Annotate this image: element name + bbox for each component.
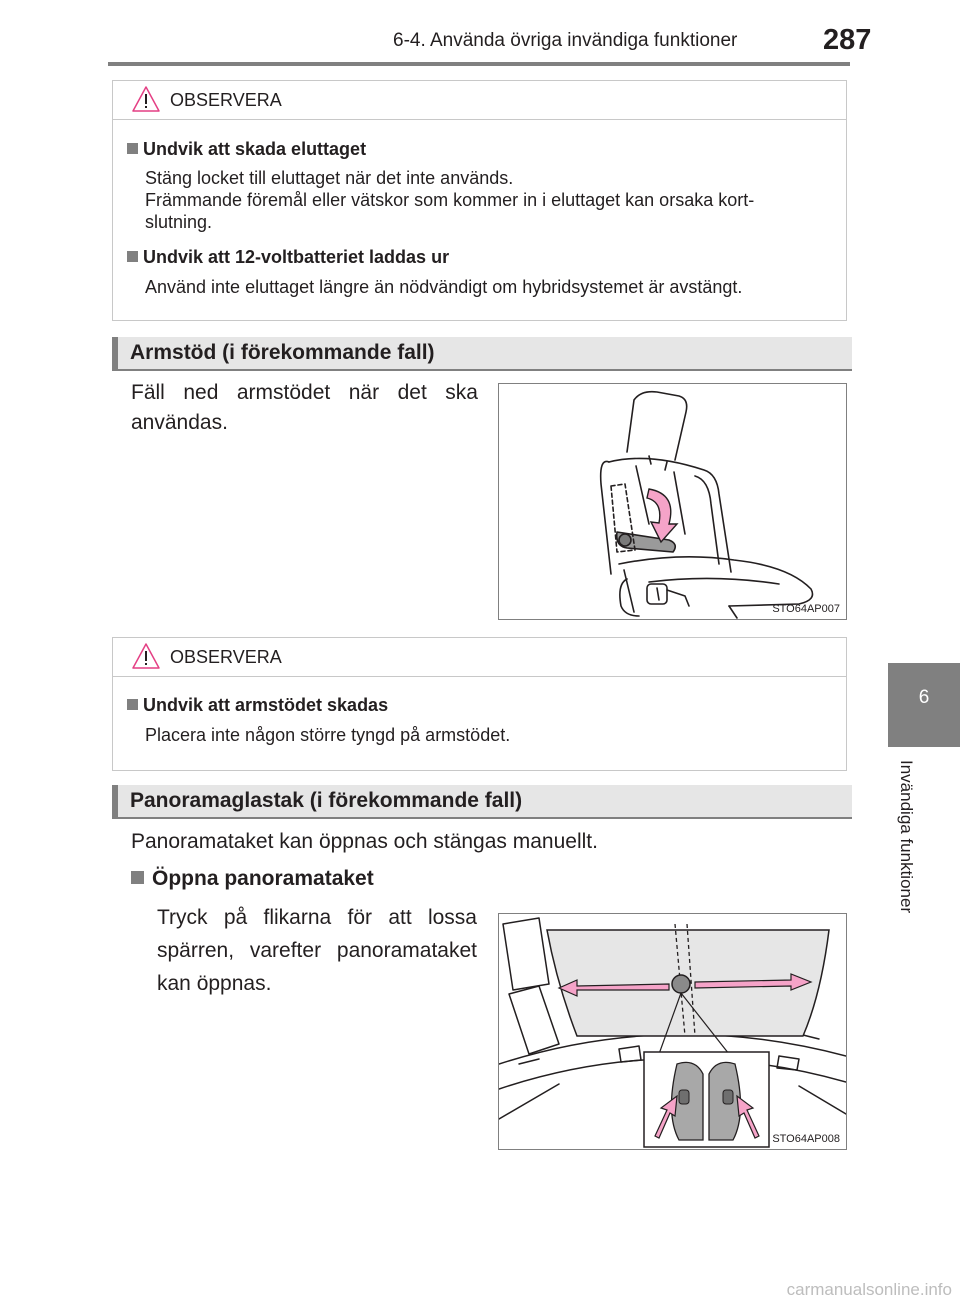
- roof-instruction: Tryck på flikarna för att lossa spärren, varefter panoramataket kan öppnas.: [157, 906, 477, 995]
- armrest-figure: [498, 383, 847, 620]
- panorama-roof-illustration: [499, 914, 846, 1149]
- section-title: Panoramaglastak (i förekommande fall): [130, 789, 523, 812]
- section-title: Armstöd (i förekommande fall): [130, 341, 435, 364]
- rotate-down-arrow: [647, 489, 677, 542]
- caution-item-heading-text: Undvik att armstödet skadas: [143, 695, 389, 715]
- watermark: carmanualsonline.info: [786, 1280, 952, 1299]
- square-bullet-icon: [127, 699, 138, 710]
- chapter-label-text: Invändiga funktioner: [897, 760, 916, 914]
- caution-item-heading-text: Undvik att skada eluttaget: [143, 139, 367, 159]
- seat-armrest-illustration: [499, 384, 846, 619]
- chapter-number: 6: [918, 687, 930, 708]
- caution-item-text: [145, 276, 845, 298]
- warning-triangle-icon: [131, 642, 161, 670]
- section-heading-armrest: [112, 337, 852, 369]
- caution-title: OBSERVERA: [170, 647, 282, 667]
- text-line: Använd inte eluttaget längre än nödvändigt om hybridsystemet är avstängt.: [145, 277, 743, 297]
- roof-intro: Panoramataket kan öppnas och stängas manuellt.: [131, 830, 598, 853]
- running-header: 6-4. Använda övriga invändiga funktioner: [393, 30, 738, 51]
- text-line: Stäng locket till eluttaget när det inte används.: [145, 168, 514, 188]
- section-heading-panorama-roof: [112, 785, 852, 817]
- caution-item-heading: [127, 139, 366, 160]
- page-number: 287: [823, 24, 872, 56]
- armrest-instruction: Fäll ned armstödet när det ska användas.: [131, 381, 478, 434]
- roof-figure: [498, 913, 847, 1150]
- square-bullet-icon: [131, 871, 144, 884]
- caution-item-text: [145, 724, 845, 746]
- chapter-label: [896, 760, 926, 940]
- section-rule: [112, 369, 852, 371]
- header-rule: [108, 62, 850, 66]
- caution-item-heading: [127, 695, 388, 716]
- caution-item-heading: [127, 247, 449, 268]
- square-bullet-icon: [127, 143, 138, 154]
- warning-triangle-icon: [131, 85, 161, 113]
- caution-header: [113, 638, 846, 677]
- release-tab-icon: [672, 975, 690, 993]
- text-line: Främmande föremål eller vätskor som kommer in i eluttaget kan orsaka kort-: [145, 190, 755, 210]
- caution-box-armrest: [112, 637, 847, 771]
- caution-header: [113, 81, 846, 120]
- figure-code: STO64AP008: [772, 1133, 840, 1145]
- square-bullet-icon: [127, 251, 138, 262]
- text-line: slutning.: [145, 212, 213, 232]
- roof-subheading: [131, 864, 374, 894]
- caution-title: OBSERVERA: [170, 90, 282, 110]
- caution-item-text: [145, 167, 845, 233]
- caution-item-heading-text: Undvik att 12-voltbatteriet laddas ur: [143, 247, 450, 267]
- detail-inset: [644, 1052, 769, 1147]
- text-line: Placera inte någon större tyngd på armstödet.: [145, 725, 511, 745]
- figure-code: STO64AP007: [772, 603, 840, 615]
- section-rule: [112, 817, 852, 819]
- caution-box-power-outlet: [112, 80, 847, 321]
- roof-subheading-text: Öppna panoramataket: [152, 867, 374, 890]
